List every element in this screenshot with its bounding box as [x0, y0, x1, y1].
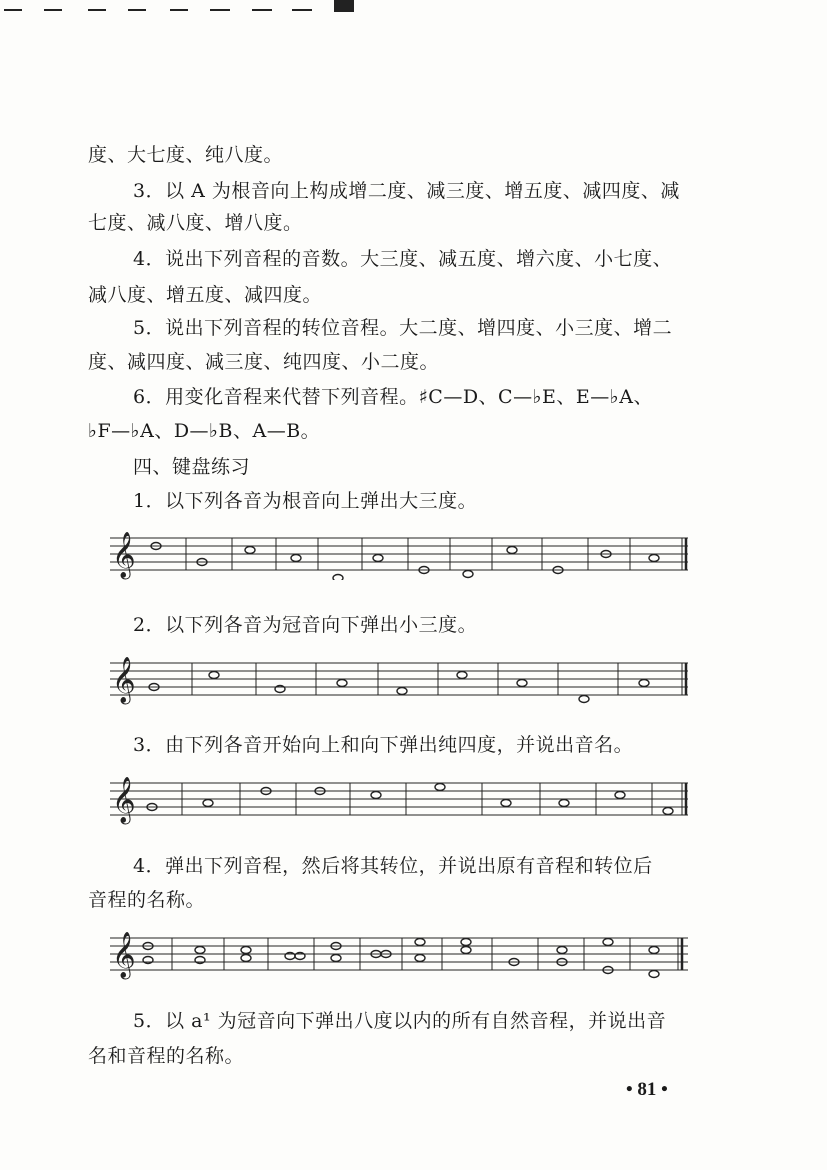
exercise-1-label: 1．以下列各音为根音向上弹出大三度。: [133, 490, 478, 512]
music-staff-3: [110, 775, 690, 825]
text-line: 5．说出下列音程的转位音程。大二度、增四度、小三度、增二: [133, 317, 673, 339]
text-line: ♭F—♭A、D—♭B、A—B。: [88, 420, 321, 442]
exercise-3-label: 3．由下列各音开始向上和向下弹出纯四度，并说出音名。: [133, 734, 634, 756]
text-line: 七度、减八度、增八度。: [88, 212, 303, 234]
svg-text:𝄞: 𝄞: [112, 657, 136, 703]
page-number: • 81 •: [626, 1079, 668, 1100]
text-line: 度、减四度、减三度、纯四度、小二度。: [88, 351, 440, 373]
text-line: 减八度、增五度、减四度。: [88, 284, 323, 306]
music-staff-2: [110, 655, 690, 705]
text-line: 4．说出下列音程的音数。大三度、减五度、增六度、小七度、: [133, 248, 673, 270]
text-line: 度、大七度、纯八度。: [88, 144, 284, 166]
music-staff-4: [110, 930, 690, 980]
svg-text:𝄞: 𝄞: [112, 932, 136, 978]
svg-text:𝄞: 𝄞: [112, 532, 136, 578]
exercise-5-label: 5．以 a¹ 为冠音向下弹出八度以内的所有自然音程，并说出音: [133, 1010, 667, 1032]
svg-text:𝄞: 𝄞: [112, 777, 136, 823]
music-staff-1: [110, 530, 690, 580]
text-line: 名和音程的名称。: [88, 1045, 245, 1067]
text-line: 6．用变化音程来代替下列音程。♯C—D、C—♭E、E—♭A、: [133, 386, 653, 408]
text-line: 3．以 A 为根音向上构成增二度、减三度、增五度、减四度、减: [133, 180, 680, 202]
exercise-4-label: 4．弹出下列音程，然后将其转位，并说出原有音程和转位后: [133, 855, 653, 877]
top-dash-border: [0, 0, 360, 14]
exercise-2-label: 2．以下列各音为冠音向下弹出小三度。: [133, 614, 478, 636]
text-line: 音程的名称。: [88, 889, 206, 911]
section-heading: 四、键盘练习: [133, 456, 251, 478]
